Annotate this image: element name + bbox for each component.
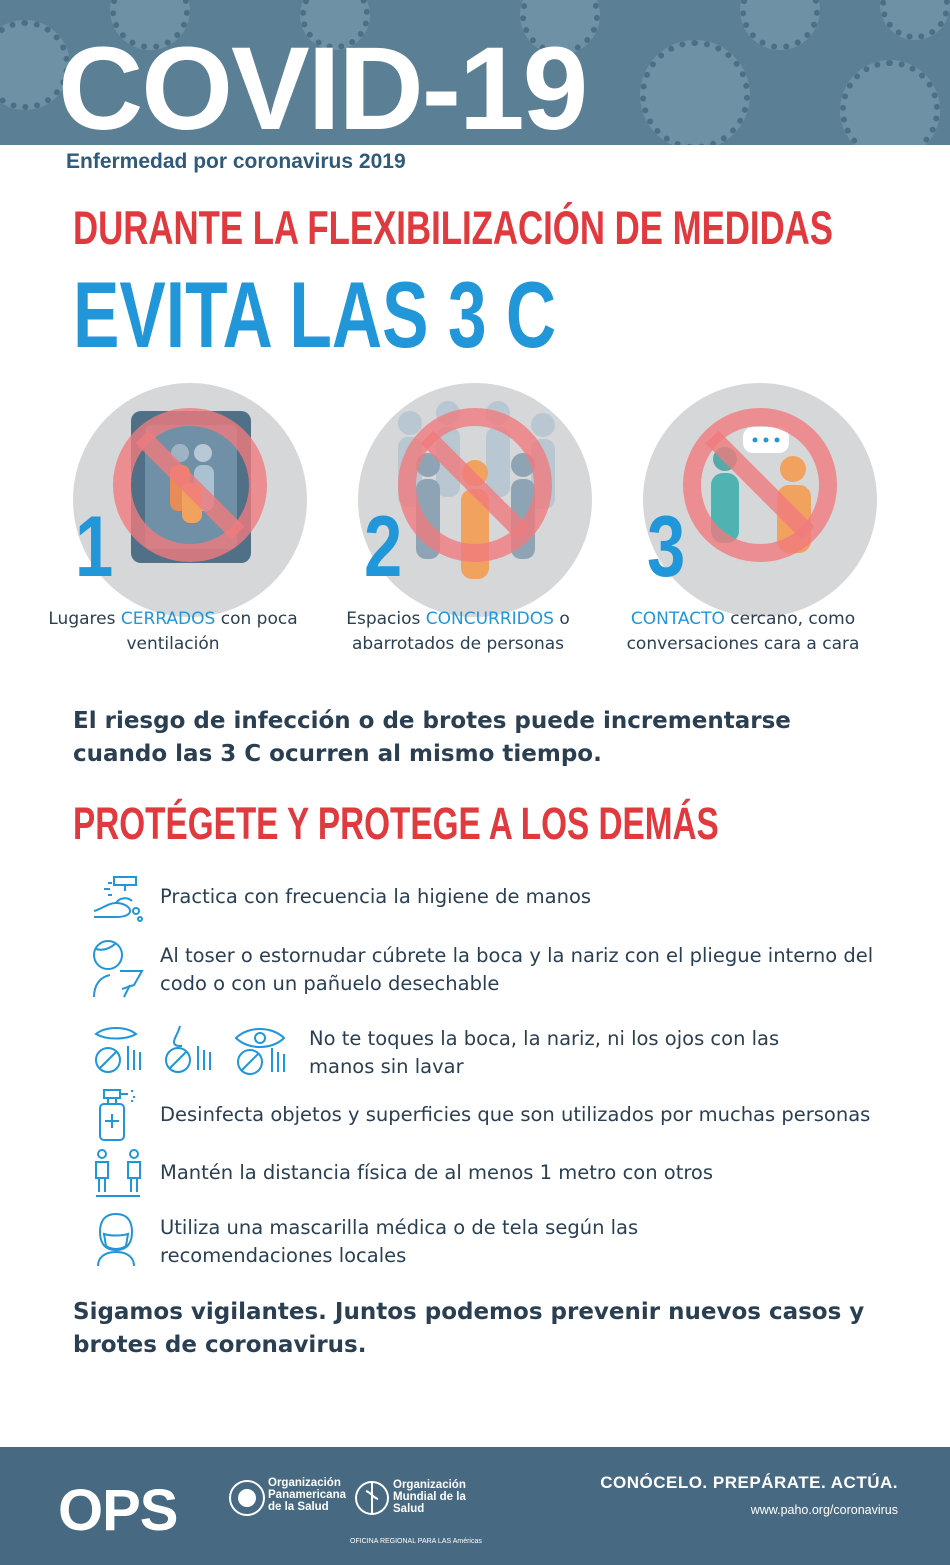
c-number-1: 1 bbox=[75, 499, 114, 595]
page-subtitle: Enfermedad por coronavirus 2019 bbox=[66, 150, 406, 173]
virus-icon bbox=[740, 0, 820, 50]
tip-disinfect: Desinfecta objetos y superficies que son utilizados por muchas personas bbox=[160, 1103, 871, 1126]
footer-bar bbox=[0, 1447, 950, 1565]
tip-distance: Mantén la distancia física de al menos 1 metro con otros bbox=[160, 1161, 714, 1184]
headline-relaxation: DURANTE LA FLEXIBILIZACIÓN DE MEDIDAS bbox=[73, 201, 834, 254]
disinfectant-spray-icon bbox=[94, 1088, 136, 1142]
no-touch-eyes-icon bbox=[232, 1022, 290, 1078]
risk-statement: El riesgo de infección o de brotes puede incrementarse cuando las 3 C ocurren al mismo tiempo. bbox=[73, 708, 791, 767]
slogan: CONÓCELO. PREPÁRATE. ACTÚA. bbox=[600, 1473, 898, 1492]
virus-icon bbox=[880, 0, 950, 40]
physical-distance-icon bbox=[92, 1148, 144, 1198]
tip-handwash: Practica con frecuencia la higiene de manos bbox=[160, 885, 592, 908]
headline-avoid-3c: EVITA LAS 3 C bbox=[73, 262, 557, 367]
page-title: COVID-19 bbox=[58, 23, 587, 145]
closing-statement: Sigamos vigilantes. Juntos podemos prevenir nuevos casos y brotes de coronavirus. bbox=[73, 1299, 865, 1358]
paho-emblem-icon bbox=[228, 1479, 266, 1517]
virus-icon bbox=[640, 40, 750, 145]
who-name: Organización Mundial de la Salud bbox=[393, 1479, 466, 1515]
c-caption-2: Espacios CONCURRIDOS o abarrotados de personas bbox=[346, 609, 570, 654]
tip-cough-elbow: Al toser o estornudar cúbrete la boca y la nariz con el pliegue interno del codo o con un pañuelo desechable bbox=[160, 944, 874, 995]
who-emblem-icon bbox=[352, 1479, 392, 1517]
face-mask-icon bbox=[94, 1212, 138, 1266]
protect-heading: PROTÉGETE Y PROTEGE A LOS DEMÁS bbox=[73, 798, 719, 849]
who-americas-office: OFICINA REGIONAL PARA LAS Américas bbox=[350, 1538, 482, 1545]
ops-logo: OPS bbox=[58, 1478, 178, 1543]
c-caption-3: CONTACTO cercano, como conversaciones cara a cara bbox=[626, 609, 860, 654]
paho-name: Organización Panamericana de la Salud bbox=[268, 1477, 346, 1513]
no-touch-mouth-icon bbox=[90, 1022, 146, 1078]
virus-icon bbox=[840, 60, 940, 145]
website-link[interactable]: www.paho.org/coronavirus bbox=[750, 1503, 898, 1517]
c-caption-1: Lugares CERRADOS con poca ventilación bbox=[48, 609, 298, 654]
no-touch-nose-icon bbox=[160, 1022, 216, 1078]
tip-no-touch-face: No te toques la boca, la nariz, ni los ojos con las manos sin lavar bbox=[309, 1027, 780, 1078]
handwash-icon bbox=[88, 873, 146, 925]
header-banner bbox=[0, 0, 950, 145]
cough-elbow-icon bbox=[88, 937, 148, 1001]
c-number-2: 2 bbox=[364, 499, 403, 595]
c-number-3: 3 bbox=[647, 499, 686, 595]
tip-mask: Utiliza una mascarilla médica o de tela según las recomendaciones locales bbox=[160, 1216, 639, 1267]
